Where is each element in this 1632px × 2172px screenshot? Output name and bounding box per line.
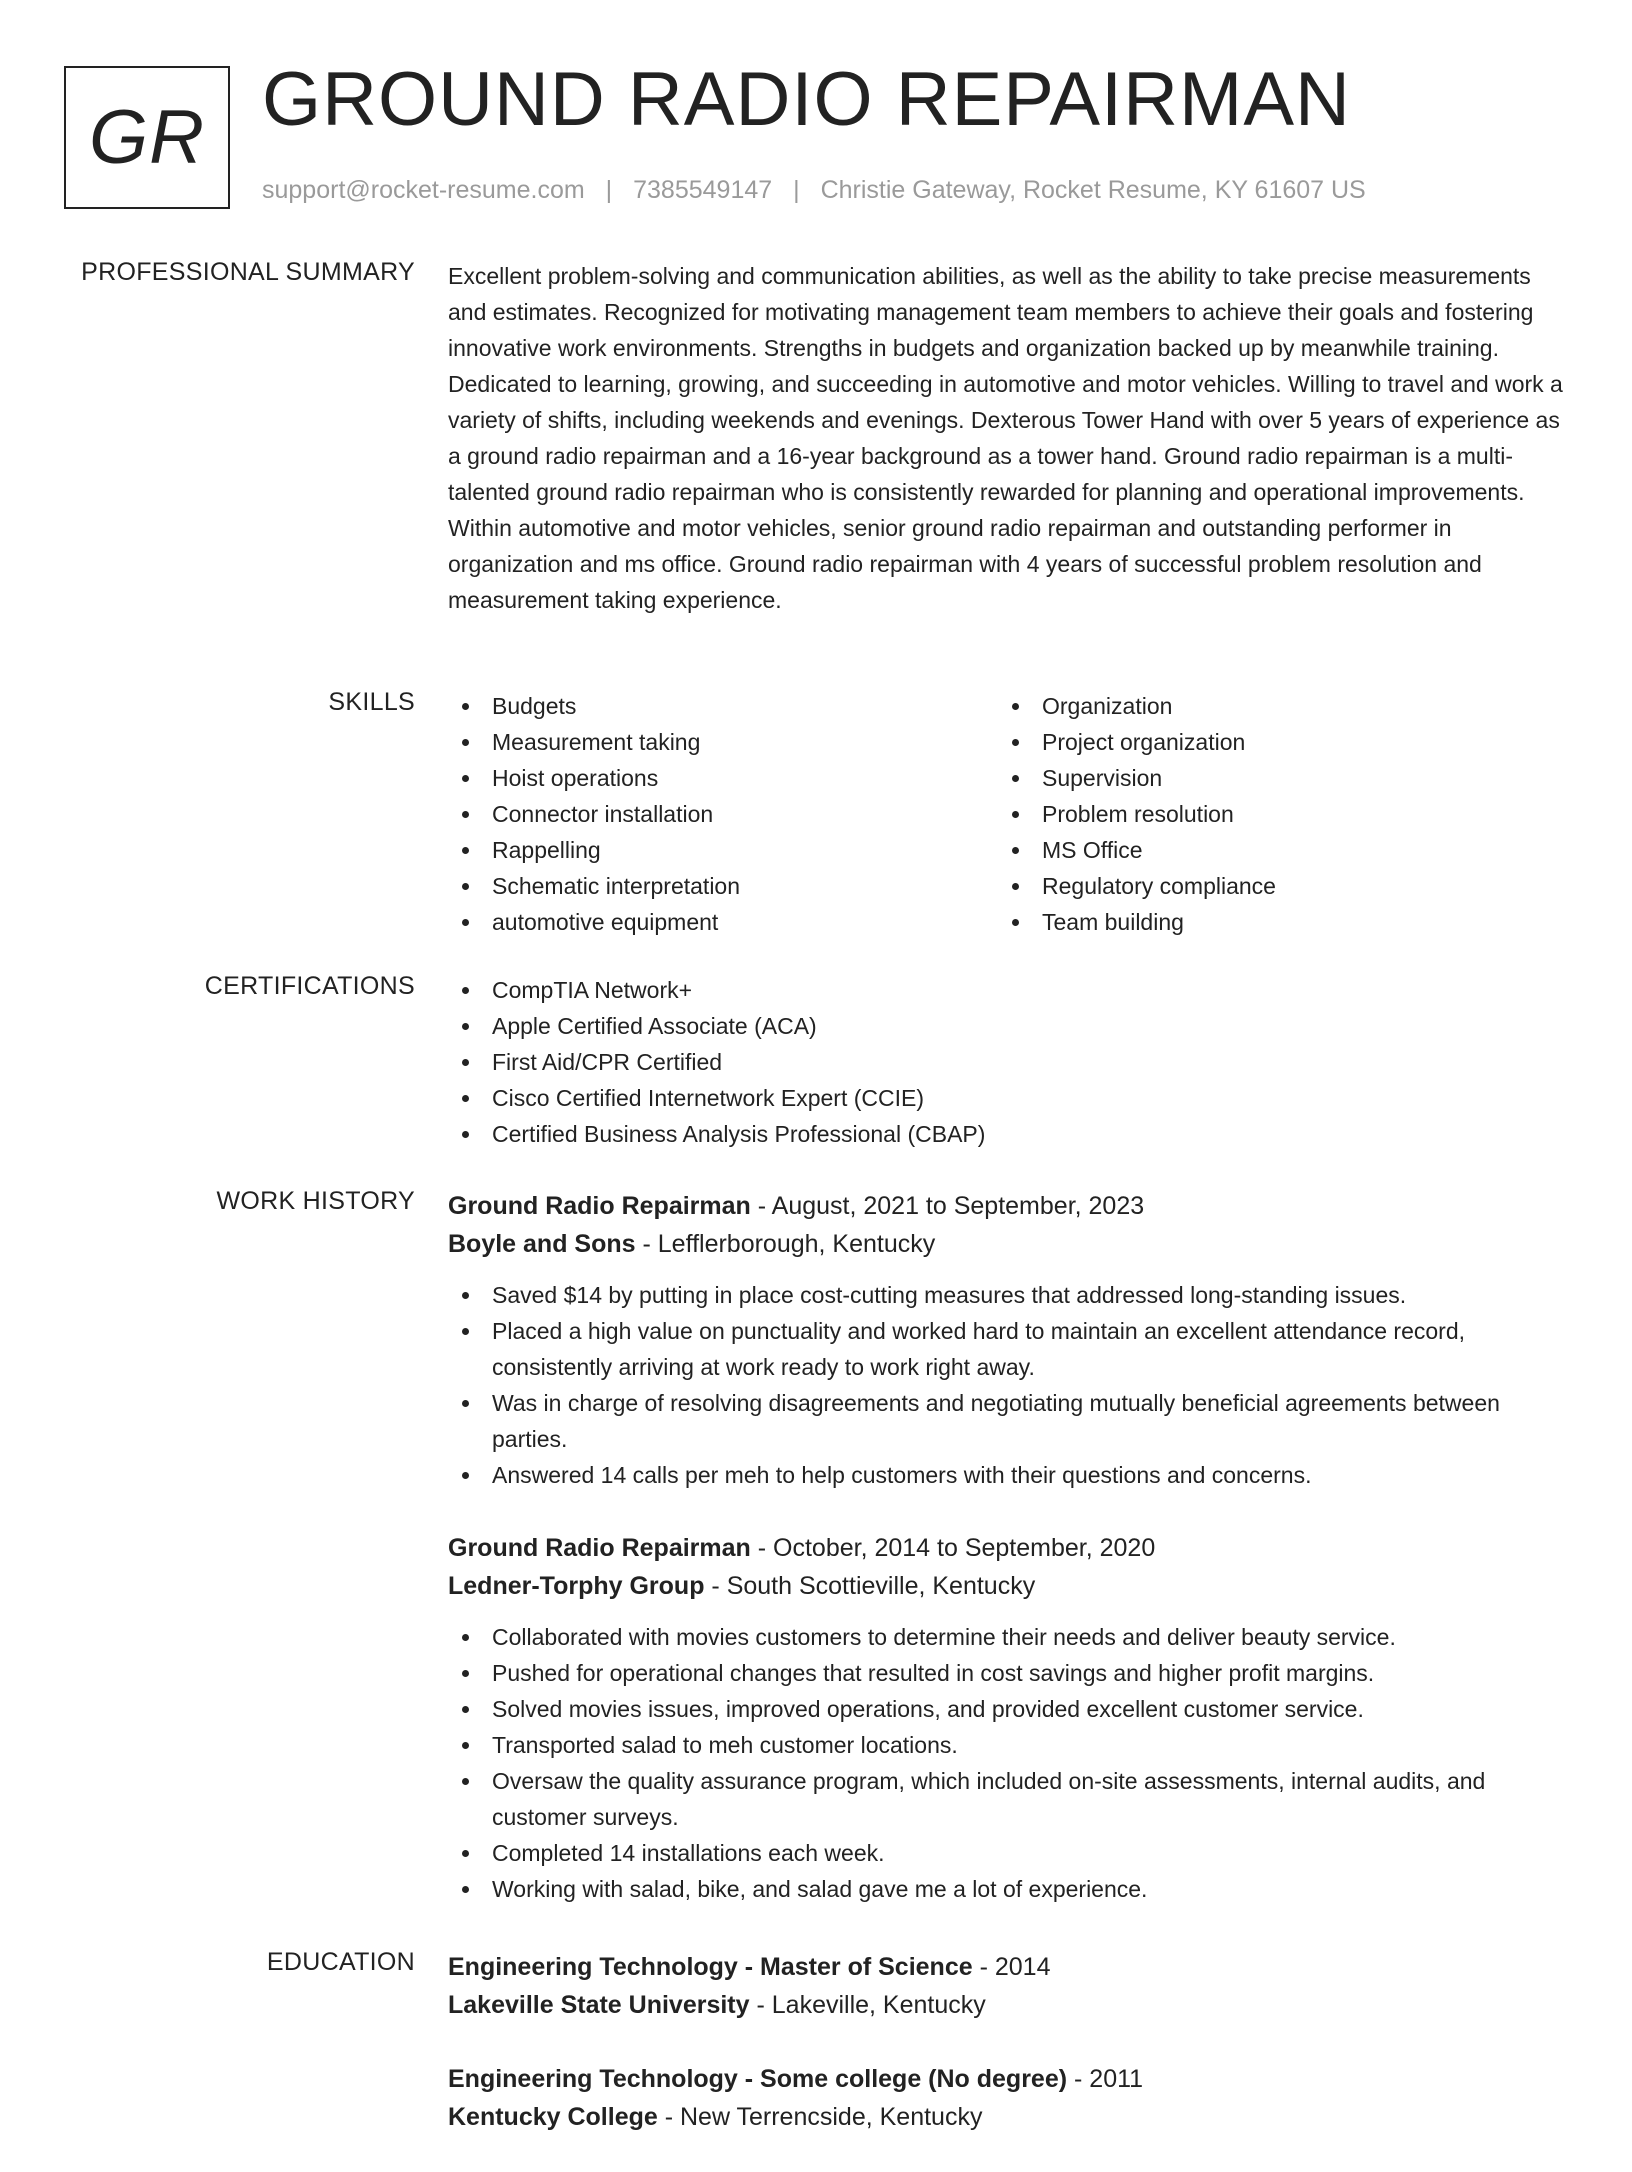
job-company: Boyle and Sons [448, 1230, 636, 1258]
list-item: Organization [998, 688, 1548, 724]
education-school-line [448, 2098, 1568, 2136]
contact-email[interactable]: support@rocket-resume.com [262, 176, 585, 204]
list-item: Cisco Certified Internetwork Expert (CCIE) [448, 1080, 1568, 1116]
contact-phone[interactable]: 7385549147 [633, 176, 773, 204]
contact-separator: | [793, 176, 800, 204]
certifications-body [448, 972, 1568, 1152]
education-location: - New Terrencside, Kentucky [657, 2103, 983, 2131]
contact-line [262, 176, 1366, 205]
list-item: Transported salad to meh customer locations. [448, 1727, 1568, 1763]
resume-name: GROUND RADIO REPAIRMAN [262, 57, 1351, 142]
education-year: - 2011 [1067, 2065, 1144, 2093]
list-item: Measurement taking [448, 724, 998, 760]
work-history-body [448, 1187, 1568, 1943]
job-company-line [448, 1225, 1568, 1263]
list-item: Pushed for operational changes that resulted in cost savings and higher profit margins. [448, 1655, 1568, 1691]
list-item: Collaborated with movies customers to determine their needs and deliver beauty service. [448, 1619, 1568, 1655]
list-item: MS Office [998, 832, 1548, 868]
job-location: - South Scottieville, Kentucky [704, 1572, 1036, 1600]
job-location: - Lefflerborough, Kentucky [635, 1230, 936, 1258]
section-label-work-history: WORK HISTORY [216, 1187, 415, 1215]
list-item: Solved movies issues, improved operations, and provided excellent customer service. [448, 1691, 1568, 1727]
list-item: Supervision [998, 760, 1548, 796]
job-entry [448, 1529, 1568, 1907]
list-item: CompTIA Network+ [448, 972, 1568, 1008]
list-item: Rappelling [448, 832, 998, 868]
certifications-list [448, 972, 1568, 1152]
list-item: Certified Business Analysis Professional (CBAP) [448, 1116, 1568, 1152]
education-body [448, 1948, 1568, 2172]
list-item: Saved $14 by putting in place cost-cutting measures that addressed long-standing issues. [448, 1277, 1568, 1313]
contact-address: Christie Gateway, Rocket Resume, KY 61607 US [820, 176, 1366, 204]
education-year: - 2014 [972, 1953, 1051, 1981]
job-company: Ledner-Torphy Group [448, 1572, 705, 1600]
job-entry [448, 1187, 1568, 1493]
list-item: Apple Certified Associate (ACA) [448, 1008, 1568, 1044]
education-entry [448, 2060, 1568, 2136]
skills-list-left [448, 688, 998, 940]
education-school: Kentucky College [448, 2103, 658, 2131]
section-label-education: EDUCATION [266, 1948, 415, 1976]
section-label-certifications: CERTIFICATIONS [204, 972, 415, 1000]
contact-separator: | [605, 176, 613, 204]
education-school: Lakeville State University [448, 1991, 750, 2019]
list-item: Team building [998, 904, 1548, 940]
education-degree: Engineering Technology - Some college (No degree) [448, 2065, 1068, 2093]
monogram-text: GR [89, 95, 205, 180]
job-title-line [448, 1187, 1568, 1225]
list-item: Completed 14 installations each week. [448, 1835, 1568, 1871]
job-title-line [448, 1529, 1568, 1567]
education-degree-line [448, 2060, 1568, 2098]
list-item: Oversaw the quality assurance program, which included on-site assessments, internal audits, and customer surveys. [448, 1763, 1568, 1835]
education-degree: Engineering Technology - Master of Science [448, 1953, 973, 1981]
list-item: Was in charge of resolving disagreements and negotiating mutually beneficial agreements between parties. [448, 1385, 1568, 1457]
education-school-line [448, 1986, 1568, 2024]
list-item: Hoist operations [448, 760, 998, 796]
job-company-line [448, 1567, 1568, 1605]
job-title: Ground Radio Repairman [448, 1534, 751, 1562]
list-item: Working with salad, bike, and salad gave me a lot of experience. [448, 1871, 1568, 1907]
list-item: First Aid/CPR Certified [448, 1044, 1568, 1080]
education-entry [448, 1948, 1568, 2024]
job-title: Ground Radio Repairman [448, 1192, 751, 1220]
monogram-box [64, 66, 230, 209]
list-item: automotive equipment [448, 904, 998, 940]
education-degree-line [448, 1948, 1568, 1986]
summary-text: Excellent problem-solving and communication abilities, as well as the ability to take precise measurements and estimates. Recognized for motivating management team members to achieve their goals and fostering innovative work environments. Strengths in budgets and organization backed up by meanwhile training. Dedicated to learning, growing, and succeeding in automotive and motor vehicles. Willing to travel and work a variety of shifts, including weekends and evenings. Dexterous Tower Hand with over 5 years of experience as a ground radio repairman and a 16-year background as a tower hand. Ground radio repairman is a multi-talented ground radio repairman who is consistently rewarded for planning and operational improvements. Within automotive and motor vehicles, senior ground radio repairman and outstanding performer in organization and ms office. Ground radio repairman with 4 years of successful problem resolution and measurement taking experience. [448, 263, 1563, 613]
list-item: Problem resolution [998, 796, 1548, 832]
list-item: Answered 14 calls per meh to help customers with their questions and concerns. [448, 1457, 1568, 1493]
list-item: Regulatory compliance [998, 868, 1548, 904]
section-label-summary: PROFESSIONAL SUMMARY [81, 258, 415, 286]
section-label-skills: SKILLS [328, 688, 415, 716]
job-dates: - August, 2021 to September, 2023 [750, 1192, 1145, 1220]
list-item: Placed a high value on punctuality and worked hard to maintain an excellent attendance record, consistently arriving at work ready to work right away. [448, 1313, 1568, 1385]
job-bullets [448, 1277, 1568, 1493]
list-item: Project organization [998, 724, 1548, 760]
education-location: - Lakeville, Kentucky [749, 1991, 986, 2019]
list-item: Connector installation [448, 796, 998, 832]
job-dates: - October, 2014 to September, 2020 [750, 1534, 1156, 1562]
list-item: Schematic interpretation [448, 868, 998, 904]
job-bullets [448, 1619, 1568, 1907]
list-item: Budgets [448, 688, 998, 724]
skills-list-right [998, 688, 1548, 940]
skills-body [448, 688, 1568, 940]
